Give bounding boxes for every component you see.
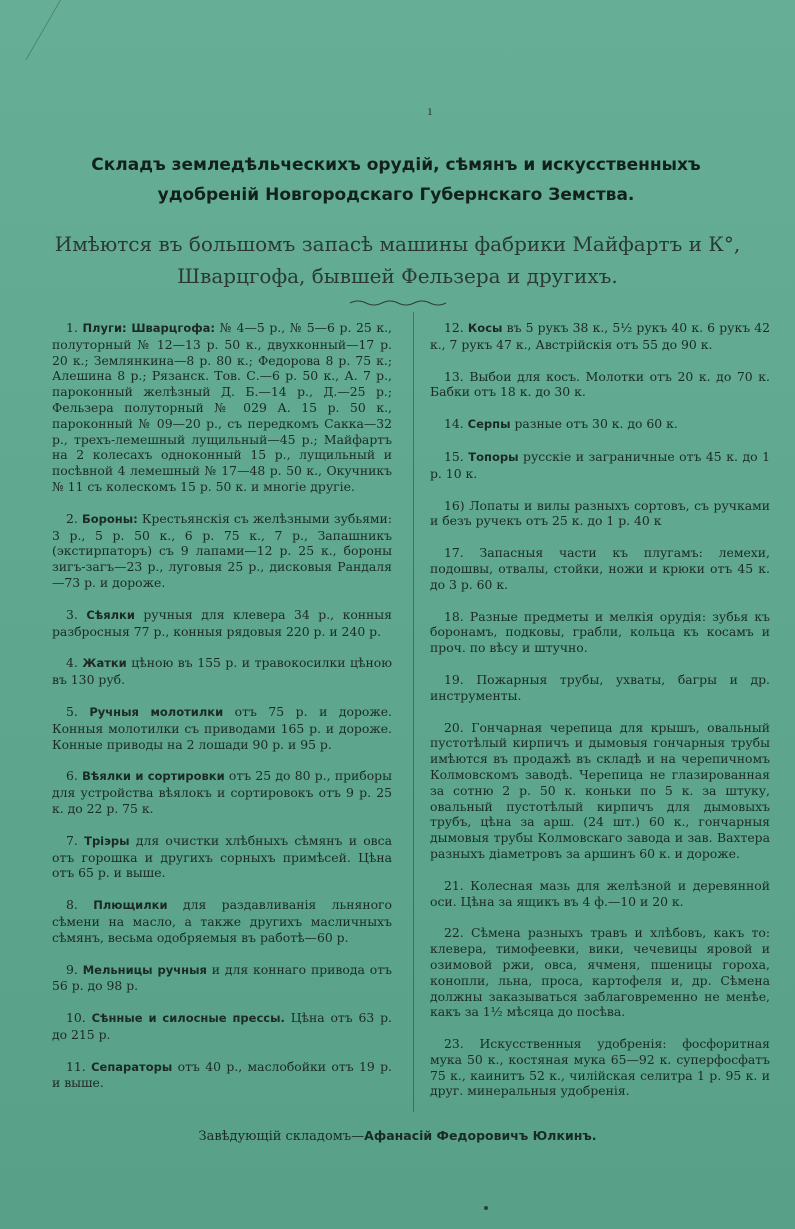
catalog-item — [52, 1010, 392, 1043]
item-keyword: Ручныя молотилки — [89, 704, 224, 719]
catalog-item — [52, 962, 392, 995]
ornament-divider — [348, 299, 448, 307]
item-text: цѣною въ 155 р. и травокосилки цѣною въ 130 руб. — [52, 655, 392, 688]
item-text: № 4—5 р., № 5—6 р. 25 к., полуторный № 12—13 р. 50 к., двухконный—17 р. 20 к.; Землянкина—8 р. 80 к.; Федорова 8 р. 75 к.; Алешина 8 р.; Рязанск. Тов. С.—6 р. 50 к., А. 7 р., пароконный желѣзный Д. Б.—14 р., Д.—25 р.; Фельзера полуторный № 029 А. 15 р. 50 к., пароконный № 09—20 р., съ передкомъ Сакка—32 р., трехъ-лемешный лущильный—45 р.; Майфартъ на 2 колесахъ одноконный 15 р., лущильный и посѣвной 4 лемешный № 17—48 р. 50 к., Окучникъ № 11 съ колескомъ 15 р. 50 к. и многіе другіе. — [52, 320, 392, 494]
item-text: Выбои для косъ. Молотки отъ 20 к. до 70 к. Бабки отъ 18 к. до 30 к. — [430, 368, 770, 400]
item-text: Искусственныя удобренія: фосфоритная мука 50 к., костяная мука 65—92 к. суперфосфатъ 75 к., каинитъ 52 к., чилійская селитра 1 р. 95 к. и друг. минеральныя удобренія. — [430, 1036, 770, 1099]
item-text: Гончарная черепица для крышъ, овальный пустотѣлый кирпичъ и дымовыя гончарныя трубы имѣются въ продажѣ въ складѣ и на черепичномъ Колмовскомъ заводѣ. Черепица не глазированная за сотню 2 р. 50 к. коньки по 5 к. за штуку, овальный пустотѣлый кирпичъ для дымовыхъ трубъ, цѣна за арш. (24 шт.) 60 к., гончарныя дымовыя трубы Колмовскаго завода и зав. Вахтера разныхъ діаметровъ за аршинъ 60 к. и дороже. — [430, 719, 770, 861]
catalog-item — [430, 672, 770, 704]
item-number: 20. — [444, 719, 464, 735]
item-text: Запасныя части къ плугамъ: лемехи, подошвы, отвалы, стойки, ножи и крюки отъ 45 к. до 3 р. 60 к. — [430, 545, 770, 592]
manager-name: Афанасій Федоровичъ Юлкинъ. — [364, 1128, 597, 1143]
right-column — [430, 320, 770, 1115]
item-keyword: Вѣялки и сортировки — [82, 769, 225, 784]
item-number: 1. — [66, 320, 78, 335]
item-number: 17. — [444, 545, 464, 561]
item-number: 13. — [444, 368, 464, 384]
catalog-item — [52, 704, 392, 752]
item-text: Крестьянскія съ желѣзными зубьями: 3 р., 5 р. 50 к., 6 р. 75 к., 7 р., Запашникъ (экстирпаторъ) съ 9 лапами—12 р. 25 к., бороны зигъ-загъ—23 р., луговыя 25 р., дисковыя Рандаля—73 р. и дороже. — [52, 510, 392, 590]
catalog-item — [430, 449, 770, 482]
item-number: 6. — [66, 768, 78, 784]
column-divider — [413, 312, 414, 1112]
item-number: 12. — [444, 320, 464, 335]
page-title: Складъ земледѣльческихъ орудій, сѣмянъ и искусственныхъ удобреній Новгородскаго Губернскаго Земства. — [91, 155, 701, 205]
item-number: 18. — [444, 608, 464, 624]
item-number: 15. — [444, 448, 464, 464]
catalog-item — [52, 1059, 392, 1092]
footer — [0, 1128, 795, 1144]
catalog-item — [52, 511, 392, 591]
ink-mark: ı — [428, 104, 432, 118]
catalog-item — [430, 878, 770, 910]
catalog-item — [430, 1036, 770, 1099]
item-keyword: Жатки — [82, 656, 127, 671]
item-keyword: Тріэры — [84, 833, 130, 848]
item-text: Лопаты и вилы разныхъ сортовъ, съ ручками и безъ ручекъ отъ 25 к. до 1 р. 40 к — [430, 497, 770, 529]
item-number: 11. — [66, 1058, 86, 1074]
catalog-item — [430, 320, 770, 353]
catalog-item — [52, 768, 392, 816]
item-text: Колесная мазь для желѣзной и деревянной оси. Цѣна за ящикъ въ 4 ф.—10 и 20 к. — [430, 877, 770, 909]
item-keyword: Косы — [467, 321, 503, 335]
item-number: 5. — [66, 703, 78, 719]
item-keyword: Топоры — [468, 449, 519, 464]
item-keyword: Сепараторы — [91, 1059, 173, 1074]
item-text: разные отъ 30 к. до 60 к. — [514, 416, 678, 432]
item-text: ручныя для клевера 34 р., конныя разбросныя 77 р., конныя рядовыя 220 р. и 240 р. — [52, 606, 392, 639]
catalog-item — [52, 897, 392, 945]
item-number: 9. — [66, 961, 78, 977]
item-number: 21. — [444, 877, 464, 893]
item-keyword: Сѣнные и силосные прессы. — [91, 1011, 285, 1026]
item-number: 2. — [66, 510, 78, 526]
left-column — [52, 320, 392, 1107]
item-text: и для коннаго привода отъ 56 р. до 98 р. — [52, 961, 392, 994]
item-number: 16) — [444, 497, 465, 513]
item-number: 14. — [444, 416, 464, 432]
catalog-item — [430, 925, 770, 1020]
item-text: для раздавливанія льняного сѣмени на масло, а также другихъ масличныхъ сѣмянъ, весьма одобряемыя въ работѣ—60 р. — [52, 897, 392, 945]
item-keyword: Плющилки — [93, 898, 168, 913]
item-number: 3. — [66, 606, 78, 622]
item-text: въ 5 рукъ 38 к., 5½ рукъ 40 к. 6 рукъ 42 к., 7 рукъ 47 к., Австрійскія отъ 55 до 90 к. — [430, 320, 770, 352]
item-text: отъ 25 до 80 р., приборы для устройства вѣялокъ и сортировокъ отъ 9 р. 25 к. до 22 р. 75 к. — [52, 768, 392, 816]
item-keyword: Сѣялки — [86, 607, 135, 622]
catalog-item — [430, 416, 770, 433]
catalog-item — [52, 320, 392, 495]
catalog-item — [430, 609, 770, 656]
item-text: русскіе и заграничные отъ 45 к. до 1 р. 10 к. — [430, 448, 770, 481]
ink-dot — [484, 1206, 488, 1210]
item-number: 8. — [66, 897, 78, 913]
catalog-item — [430, 369, 770, 401]
item-number: 23. — [444, 1036, 464, 1052]
item-number: 7. — [66, 832, 78, 848]
item-text: Разные предметы и мелкія орудія: зубья къ боронамъ, подковы, грабли, кольца къ косамъ и проч. по вѣсу и штучно. — [430, 608, 770, 656]
item-number: 10. — [66, 1010, 86, 1026]
item-text: Пожарныя трубы, ухваты, багры и др. инструменты. — [430, 671, 770, 703]
subtitle: Имѣются въ большомъ запасѣ машины фабрики Майфартъ и К°, Шварцгофа, бывшей Фельзера и другихъ. — [54, 232, 741, 288]
item-keyword: Бороны: — [81, 511, 138, 526]
catalog-item — [52, 833, 392, 881]
item-number: 19. — [444, 671, 464, 687]
item-keyword: Серпы — [467, 417, 511, 432]
catalog-item — [52, 655, 392, 688]
item-number: 22. — [444, 925, 464, 941]
item-text: Цѣна отъ 63 р. до 215 р. — [52, 1010, 392, 1042]
item-text: для очистки хлѣбныхъ сѣмянъ и овса отъ горошка и другихъ сорныхъ примѣсей. Цѣна отъ 65 р. и выше. — [52, 832, 392, 881]
item-keyword: Мельницы ручныя — [82, 962, 207, 977]
item-number: 4. — [66, 655, 78, 671]
catalog-item — [52, 607, 392, 640]
footer-prefix: Завѣдующій складомъ— — [198, 1129, 365, 1144]
corner-fold — [0, 0, 61, 60]
item-text: отъ 75 р. и дороже. Конныя молотилки съ приводами 165 р. и дороже. Конные приводы на 2 лошади 90 р. и 95 р. — [52, 703, 393, 752]
item-text: Сѣмена разныхъ травъ и хлѣбовъ, какъ то: клевера, тимофеевки, вики, чечевицы яровой и озимовой ржи, овса, ячменя, пшеницы гороха, конопли, льна, проса, картофеля и, др. Сѣмена должны заказываться заблаговременно не менѣе, какъ за 1½ мѣсяца до посѣва. — [430, 925, 770, 1020]
catalog-item — [430, 720, 770, 862]
catalog-item — [430, 545, 770, 592]
item-text: отъ 40 р., маслобойки отъ 19 р. и выше. — [52, 1058, 392, 1091]
item-keyword: Плуги: Шварцгофа: — [82, 321, 215, 335]
catalog-item — [430, 498, 770, 530]
